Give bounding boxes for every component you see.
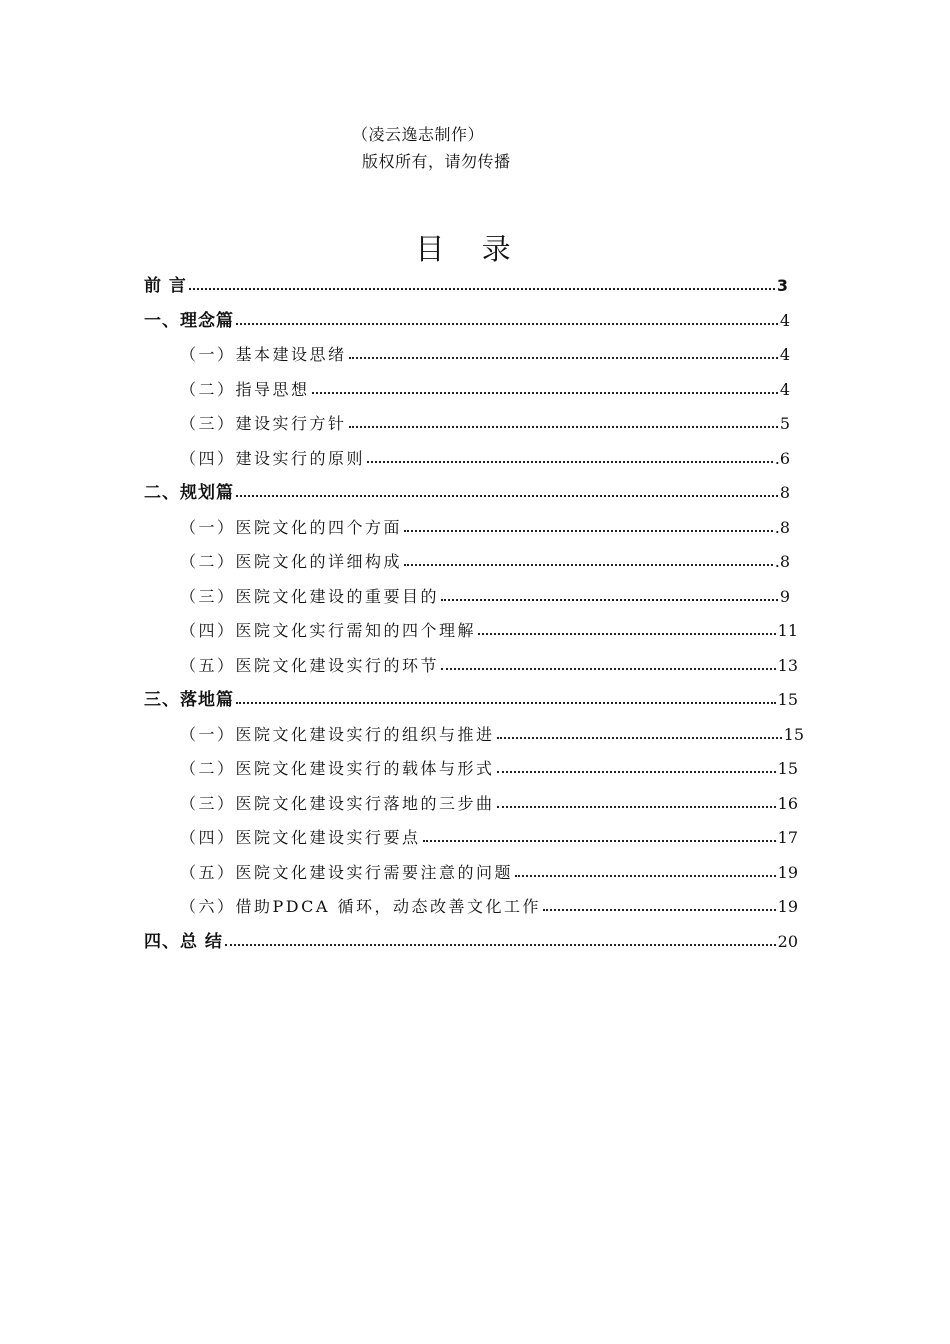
toc-entry-2-4[interactable]: [180, 618, 798, 644]
toc-entry-page: 15: [777, 690, 798, 709]
toc-entry-page: 4: [779, 380, 790, 399]
toc-entry-page: 8: [779, 483, 790, 502]
dot-leader: [515, 875, 776, 877]
copyright-notice: 版权所有，请勿传播: [362, 152, 511, 171]
toc-entry-2-3[interactable]: [180, 584, 790, 610]
dot-leader: [312, 392, 778, 394]
toc-entry-page: 13: [777, 656, 798, 675]
toc-entry-label: 四、总 结: [144, 932, 223, 952]
toc-entry-page: 4: [779, 345, 790, 364]
toc-entry-1-3[interactable]: [180, 411, 790, 437]
toc-entry-1-4[interactable]: [180, 446, 790, 472]
toc-entry-philosophy[interactable]: [144, 308, 790, 334]
toc-entry-3-2[interactable]: [180, 756, 798, 782]
dot-leader: [349, 426, 778, 428]
credit-line: （凌云逸志制作）: [352, 125, 485, 144]
toc-entry-page: .8: [774, 518, 790, 537]
toc-entry-label: （二）医院文化建设实行的载体与形式: [180, 759, 495, 778]
toc-entry-label: （五）医院文化建设实行的环节: [180, 656, 440, 675]
toc-entry-page: 15: [783, 725, 804, 744]
toc-entry-page: 16: [777, 794, 798, 813]
toc-entry-preface[interactable]: [144, 273, 788, 299]
toc-entry-label: （三）建设实行方针: [180, 414, 347, 433]
toc-entry-page: .8: [774, 552, 790, 571]
dot-leader: [441, 599, 778, 601]
toc-entry-label: （四）建设实行的原则: [180, 449, 366, 468]
toc-entry-label: 二、规划篇: [144, 483, 234, 503]
toc-entry-page: 3: [776, 276, 788, 295]
dot-leader: [497, 737, 782, 739]
toc-entry-label: （六）借助PDCA 循环，动态改善文化工作: [180, 897, 541, 916]
toc-entry-page: 19: [777, 863, 798, 882]
dot-leader: [404, 530, 773, 532]
toc-entry-3-3[interactable]: [180, 791, 798, 817]
toc-entry-page: 4: [779, 311, 790, 330]
toc-entry-1-1[interactable]: [180, 342, 790, 368]
toc-entry-label: （二）指导思想: [180, 380, 310, 399]
dot-leader: [497, 771, 776, 773]
toc-entry-2-2[interactable]: [180, 549, 790, 575]
toc-entry-3-1[interactable]: [180, 722, 804, 748]
dot-leader: [404, 564, 773, 566]
dot-leader: [478, 633, 776, 635]
toc-entry-page: 9: [779, 587, 790, 606]
toc-entry-label: （四）医院文化建设实行要点: [180, 828, 421, 847]
dot-leader: [236, 702, 776, 704]
toc-entry-2-1[interactable]: [180, 515, 790, 541]
toc-entry-page: 11: [777, 621, 798, 640]
toc-entry-label: （一）基本建设思绪: [180, 345, 347, 364]
toc-entry-label: （一）医院文化的四个方面: [180, 518, 403, 537]
dot-leader: [441, 668, 776, 670]
toc-entry-page: 5: [779, 414, 790, 433]
toc-entry-3-6[interactable]: [180, 894, 798, 920]
toc-entry-implementation[interactable]: [144, 687, 798, 713]
toc-entry-page: 20: [777, 932, 798, 951]
toc-entry-page: 19: [777, 897, 798, 916]
toc-entry-label: （五）医院文化建设实行需要注意的问题: [180, 863, 514, 882]
dot-leader: [423, 840, 776, 842]
toc-entry-label: （二）医院文化的详细构成: [180, 552, 403, 571]
toc-entry-label: （三）医院文化建设实行落地的三步曲: [180, 794, 495, 813]
toc-entry-page: .6: [774, 449, 790, 468]
toc-entry-label: 三、落地篇: [144, 690, 234, 710]
dot-leader: [225, 944, 776, 946]
toc-entry-summary[interactable]: [144, 929, 798, 955]
dot-leader: [236, 323, 778, 325]
toc-entry-page: 17: [777, 828, 798, 847]
dot-leader: [367, 461, 773, 463]
dot-leader: [543, 909, 776, 911]
toc-entry-page: 15: [777, 759, 798, 778]
dot-leader: [497, 806, 776, 808]
dot-leader: [189, 288, 775, 290]
toc-entry-3-4[interactable]: [180, 825, 798, 851]
toc-entry-label: 一、理念篇: [144, 311, 234, 331]
toc-entry-planning[interactable]: [144, 480, 790, 506]
dot-leader: [236, 495, 778, 497]
toc-entry-label: （四）医院文化实行需知的四个理解: [180, 621, 477, 640]
toc-title: 目 录: [415, 232, 525, 266]
toc-entry-1-2[interactable]: [180, 377, 790, 403]
dot-leader: [349, 357, 778, 359]
toc-entry-label: （一）医院文化建设实行的组织与推进: [180, 725, 495, 744]
toc-entry-2-5[interactable]: [180, 653, 798, 679]
toc-entry-3-5[interactable]: [180, 860, 798, 886]
toc-entry-label: （三）医院文化建设的重要目的: [180, 587, 440, 606]
toc-entry-label: 前 言: [144, 276, 187, 296]
